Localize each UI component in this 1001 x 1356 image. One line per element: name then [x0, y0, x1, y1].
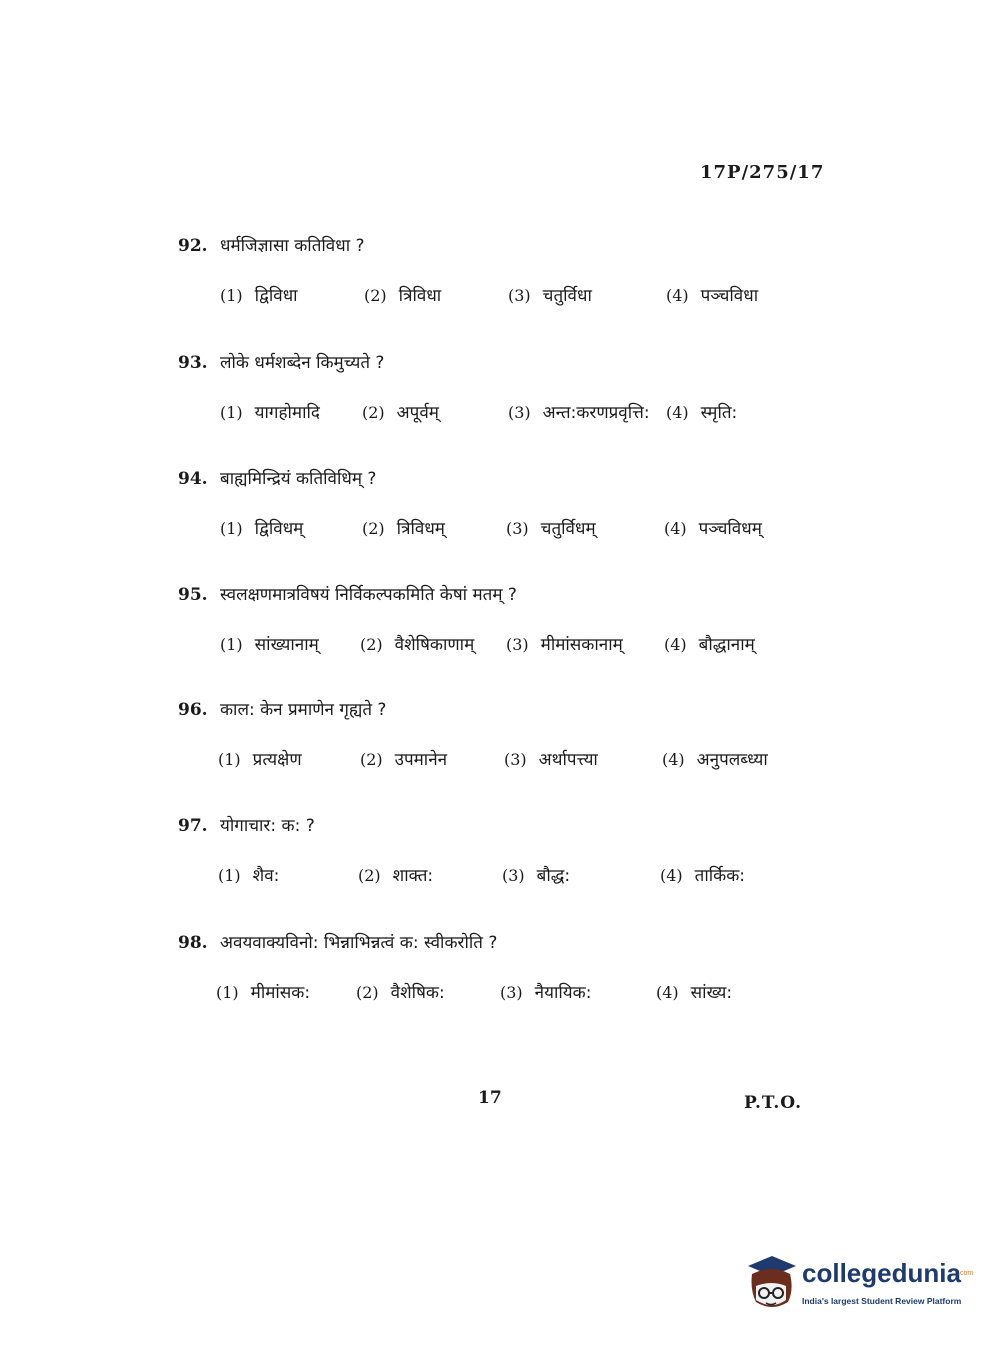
option-4	[664, 632, 755, 655]
pto-label: P.T.O.	[744, 1093, 802, 1113]
question-94	[178, 466, 858, 539]
option-number: (3)	[506, 635, 529, 654]
option-number: (4)	[666, 286, 689, 305]
question-number: 93.	[178, 353, 208, 373]
option-3	[506, 516, 596, 539]
option-number: (2)	[360, 635, 383, 654]
option-1	[220, 283, 298, 306]
option-2	[360, 632, 474, 655]
option-1	[216, 980, 310, 1003]
option-text: मीमांसक:	[250, 983, 311, 1003]
option-text: अन्त:करणप्रवृत्ति:	[542, 403, 650, 423]
option-text: शाक्त:	[392, 866, 434, 886]
option-text: चतुर्विधा	[542, 286, 592, 306]
option-number: (4)	[664, 635, 687, 654]
option-number: (1)	[218, 750, 241, 769]
question-number: 92.	[178, 236, 208, 256]
option-number: (4)	[662, 750, 685, 769]
option-text: शैव:	[252, 866, 280, 886]
options	[220, 516, 820, 546]
options	[220, 632, 820, 662]
question-text: स्वलक्षणमात्रविषयं निर्विकल्पकमिति केषां मतम् ?	[220, 585, 517, 605]
option-3	[500, 980, 591, 1003]
option-number: (1)	[220, 403, 243, 422]
option-text: चतुर्विधम्	[540, 519, 596, 539]
option-2	[362, 400, 439, 423]
option-4	[656, 980, 732, 1003]
options	[220, 400, 820, 430]
question-96	[178, 697, 858, 770]
option-1	[220, 516, 303, 539]
option-number: (3)	[506, 519, 529, 538]
question-number: 96.	[178, 700, 208, 720]
option-3	[506, 632, 623, 655]
question-93	[178, 350, 858, 423]
page-number: 17	[478, 1088, 502, 1108]
option-4	[662, 747, 768, 770]
option-text: वैशेषिक:	[390, 983, 445, 1003]
option-number: (4)	[656, 983, 679, 1002]
option-number: (2)	[356, 983, 379, 1002]
option-number: (2)	[364, 286, 387, 305]
options	[220, 283, 820, 313]
option-1	[218, 747, 302, 770]
option-number: (1)	[220, 286, 243, 305]
option-text: अर्थापत्त्या	[538, 750, 598, 770]
option-1	[220, 400, 320, 423]
student-mascot-icon	[742, 1252, 800, 1318]
option-text: अपूर्वम्	[396, 403, 439, 423]
question-number: 95.	[178, 585, 208, 605]
question-98	[178, 930, 858, 1003]
option-number: (1)	[216, 983, 239, 1002]
question-92	[178, 233, 858, 306]
option-number: (4)	[660, 866, 683, 885]
option-text: त्रिविधा	[398, 286, 442, 306]
option-text: सांख्य:	[690, 983, 733, 1003]
option-text: सांख्यानाम्	[254, 635, 319, 655]
option-2	[364, 283, 441, 306]
option-text: द्विविधम्	[254, 519, 304, 539]
question-number: 97.	[178, 816, 208, 836]
options	[220, 863, 820, 893]
option-2	[360, 747, 447, 770]
option-4	[666, 400, 737, 423]
question-text: काल: केन प्रमाणेन गृह्यते ?	[220, 700, 387, 720]
option-number: (1)	[220, 635, 243, 654]
options	[220, 747, 820, 777]
option-3	[502, 863, 570, 886]
option-number: (4)	[666, 403, 689, 422]
question-text: योगाचार: क: ?	[220, 816, 315, 836]
paper-code: 17P/275/17	[700, 162, 825, 183]
option-text: बौद्धानाम्	[698, 635, 755, 655]
option-number: (1)	[218, 866, 241, 885]
option-text: स्मृति:	[700, 403, 738, 423]
option-text: प्रत्यक्षेण	[252, 750, 302, 770]
option-2	[358, 863, 433, 886]
option-number: (3)	[508, 286, 531, 305]
option-text: बौद्ध:	[536, 866, 571, 886]
option-number: (4)	[664, 519, 687, 538]
question-text: लोके धर्मशब्देन किमुच्यते ?	[220, 353, 385, 373]
logo-brand-name: collegedunia	[802, 1258, 961, 1288]
option-1	[220, 632, 319, 655]
option-number: (2)	[360, 750, 383, 769]
question-text: अवयवाक्यविनो: भिन्नाभिन्नत्वं क: स्वीकरोति ?	[220, 933, 498, 953]
question-95	[178, 582, 858, 655]
option-3	[504, 747, 598, 770]
option-text: द्विविधा	[254, 286, 298, 306]
option-1	[218, 863, 279, 886]
option-number: (3)	[500, 983, 523, 1002]
option-text: पञ्चविधम्	[698, 519, 762, 539]
option-number: (3)	[502, 866, 525, 885]
option-text: तार्किक:	[694, 866, 746, 886]
question-text: धर्मजिज्ञासा कतिविधा ?	[220, 236, 365, 256]
option-3	[508, 400, 650, 423]
logo-tagline: India's largest Student Review Platform	[802, 1296, 962, 1306]
option-4	[664, 516, 762, 539]
option-text: त्रिविधम्	[396, 519, 445, 539]
question-text: बाह्यमिन्द्रियं कतिविधिम् ?	[220, 469, 377, 489]
option-4	[666, 283, 758, 306]
option-text: उपमानेन	[394, 750, 448, 770]
option-text: अनुपलब्ध्या	[696, 750, 768, 770]
option-text: यागहोमादि	[254, 403, 320, 423]
option-3	[508, 283, 592, 306]
option-number: (2)	[362, 519, 385, 538]
option-number: (3)	[504, 750, 527, 769]
collegedunia-logo	[742, 1252, 974, 1318]
option-2	[362, 516, 445, 539]
question-number: 98.	[178, 933, 208, 953]
option-text: नैयायिक:	[534, 983, 592, 1003]
option-text: मीमांसकानाम्	[540, 635, 623, 655]
option-number: (1)	[220, 519, 243, 538]
option-number: (3)	[508, 403, 531, 422]
question-number: 94.	[178, 469, 208, 489]
question-97	[178, 813, 858, 886]
option-text: पञ्चविधा	[700, 286, 759, 306]
option-text: वैशेषिकाणाम्	[394, 635, 475, 655]
logo-domain: .com	[958, 1270, 974, 1277]
option-4	[660, 863, 745, 886]
option-number: (2)	[362, 403, 385, 422]
options	[216, 980, 820, 1010]
option-2	[356, 980, 445, 1003]
option-number: (2)	[358, 866, 381, 885]
